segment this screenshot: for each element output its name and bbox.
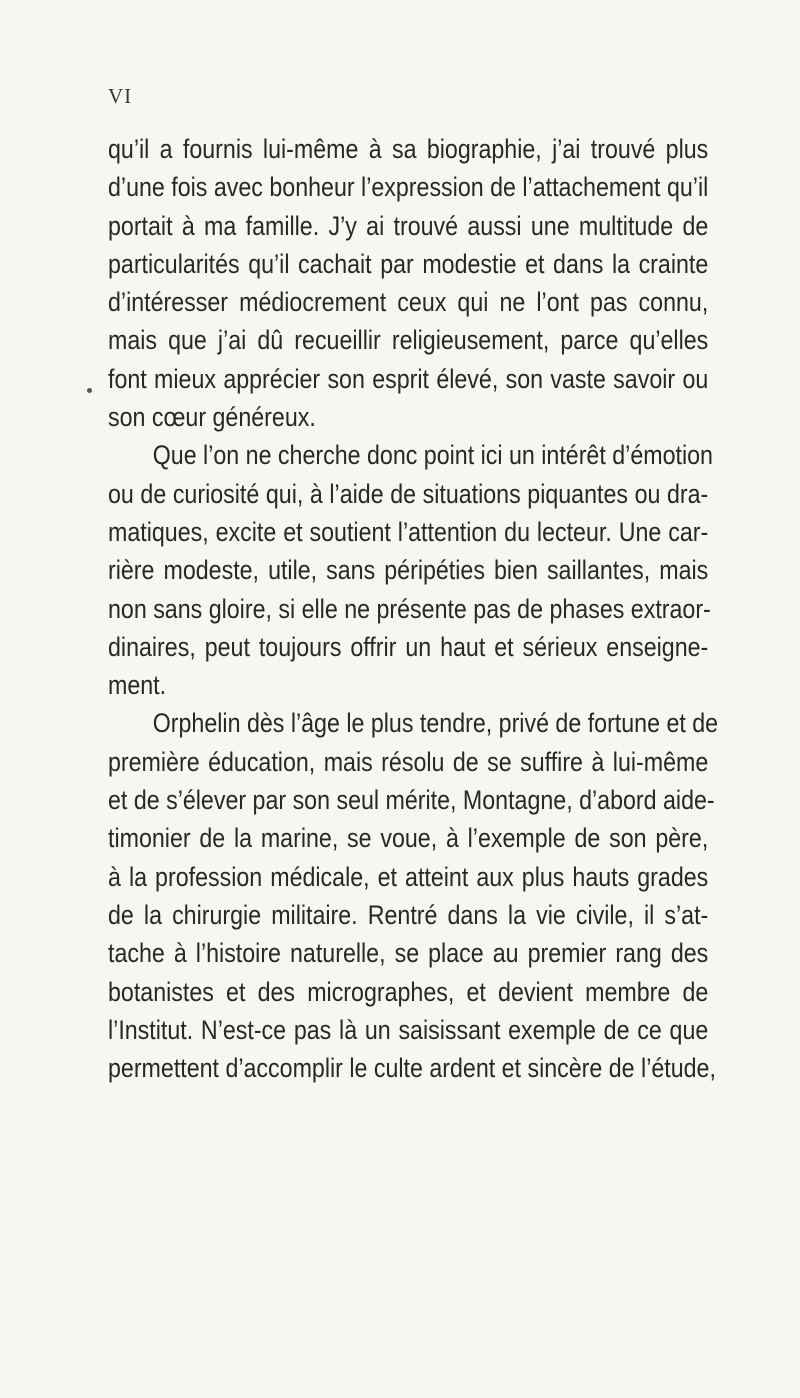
text-line: d’une fois avec bonheur l’expression de l’attachement qu’il [108, 172, 709, 203]
text-line: l’Institut. N’est-ce pas là un saisissant exemple de ce que [108, 1014, 709, 1045]
text-line: particularités qu’il cachait par modestie et dans la crainte [108, 248, 709, 279]
text-line: qu’il a fournis lui-même à sa biographie, j’ai trouvé plus [108, 134, 709, 164]
text-line: à la profession médicale, et atteint aux plus hauts grades [108, 861, 709, 892]
text-line: timonier de la marine, se voue, à l’exemple de son père, [108, 823, 709, 854]
text-line: portait à ma famille. J’y ai trouvé aussi une multitude de [108, 210, 709, 241]
text-line: rière modeste, utile, sans péripéties bien saillantes, mais [108, 555, 709, 586]
body-text [108, 130, 719, 1087]
page-number: VI [108, 84, 133, 108]
text-line: matiques, excite et soutient l’attention du lecteur. Une car- [108, 516, 709, 547]
text-line: ou de curiosité qui, à l’aide de situations piquantes ou dra- [108, 478, 709, 509]
text-line: son cœur généreux. [108, 402, 316, 433]
text-line: dinaires, peut toujours offrir un haut et sérieux enseigne- [108, 631, 709, 662]
bullet-mark [87, 388, 92, 393]
text-line: permettent d’accomplir le culte ardent et sincère de l’étude, [108, 1053, 716, 1084]
text-line: d’intéresser médiocrement ceux qui ne l’ont pas connu, [108, 287, 709, 318]
text-line: botanistes et des micrographes, et devient membre de [108, 976, 709, 1007]
text-line: première éducation, mais résolu de se suffire à lui-même [108, 746, 709, 777]
text-line: mais que j’ai dû recueillir religieusement, parce qu’elles [108, 325, 709, 356]
text-line: Orphelin dès l’âge le plus tendre, privé de fortune et de [152, 708, 719, 739]
text-line: de la chirurgie militaire. Rentré dans la vie civile, il s’at- [108, 899, 709, 930]
text-line: ment. [108, 670, 167, 701]
text-line: non sans gloire, si elle ne présente pas de phases extraor- [108, 593, 711, 624]
text-line: et de s’élever par son seul mérite, Montagne, d’abord aide- [108, 785, 715, 816]
text-line: font mieux apprécier son esprit élevé, son vaste savoir ou [108, 363, 709, 394]
text-line: tache à l’histoire naturelle, se place au premier rang des [108, 938, 709, 969]
text-line: Que l’on ne cherche donc point ici un intérêt d’émotion [152, 440, 713, 471]
